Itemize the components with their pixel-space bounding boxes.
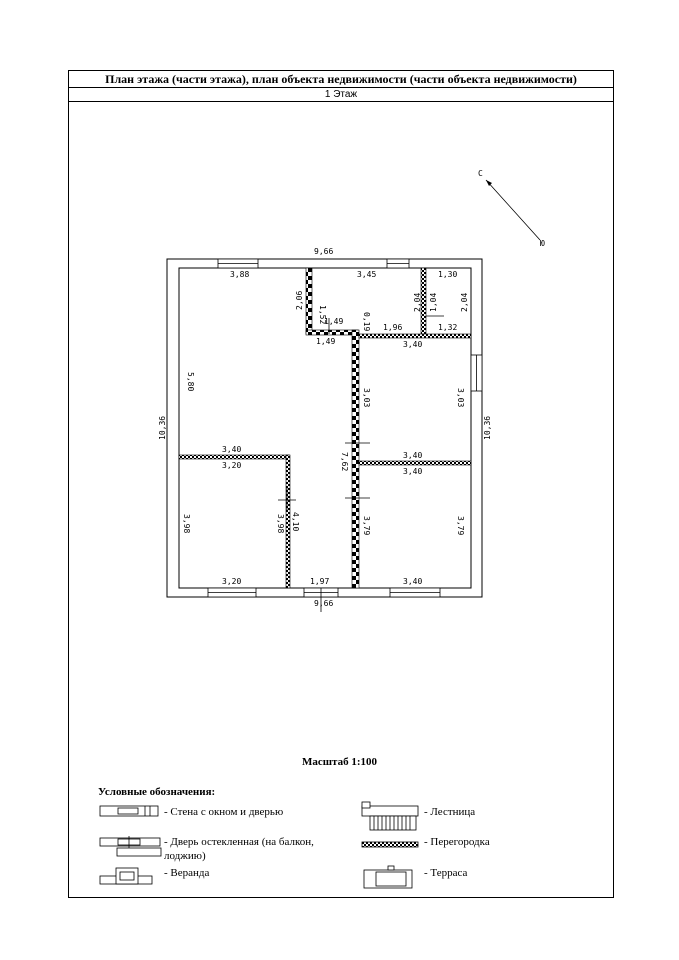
dim-right-total: 10,36 — [483, 415, 492, 440]
dim-r5-top: 3,20 — [222, 461, 242, 470]
compass-south: Ю — [540, 239, 545, 248]
legend-door-label-line1: - Дверь остекленная (на балкон, — [164, 836, 314, 848]
dim-r4-right: 3,03 — [456, 388, 465, 408]
dim-r3-left2: 1,04 — [429, 292, 438, 312]
dim-r2-bottom-outer: 1,49 — [316, 337, 336, 346]
terrace-symbol-icon — [364, 866, 412, 888]
legend-terrace-label: - Терраса — [424, 867, 468, 879]
dim-r4-bottom: 3,40 — [403, 451, 423, 460]
dim-r4-left: 3,03 — [362, 388, 371, 408]
dim-corr-top-small: 0,19 — [362, 312, 371, 332]
dim-r5-right: 3,98 — [276, 514, 285, 534]
partition-bath-bottom — [306, 330, 358, 335]
dim-r3-top: 1,30 — [438, 270, 458, 279]
partition-room5-right — [286, 455, 290, 588]
dim-r5-bottom: 3,20 — [222, 577, 242, 586]
partition-symbol-icon — [362, 842, 418, 847]
sheet-title: План этажа (части этажа), план объекта недвижимости (части объекта недвижимости) — [69, 71, 613, 88]
dim-corr-height: 7,62 — [340, 452, 349, 472]
legend-title: Условные обозначения: — [98, 786, 216, 798]
dim-r5-right2: 4,10 — [291, 512, 300, 532]
dim-r2-bottom: 1,49 — [324, 317, 344, 326]
dim-top-total: 9,66 — [314, 247, 334, 256]
dim-r3-bottom: 1,32 — [438, 323, 458, 332]
legend-veranda-label: - Веранда — [164, 867, 210, 879]
floor-label: 1 Этаж — [69, 88, 613, 102]
dim-r6-top: 3,40 — [403, 467, 423, 476]
compass-north: С — [478, 169, 483, 178]
dim-r2-left: 2,06 — [295, 290, 304, 310]
legend-stairs-label: - Лестница — [424, 806, 476, 818]
dim-corr-bottom: 1,97 — [310, 577, 330, 586]
dim-r6-left: 3,79 — [362, 516, 371, 536]
dim-r2-right: 1,52 — [318, 305, 327, 325]
partition-bath-left — [306, 268, 312, 334]
dimension-labels — [158, 247, 492, 608]
dim-r2-top: 3,45 — [357, 270, 377, 279]
dim-r1-top: 3,88 — [230, 270, 250, 279]
scale-label: Масштаб 1:100 — [301, 756, 377, 768]
legend-partition-label: - Перегородка — [424, 836, 490, 848]
windows — [208, 259, 482, 612]
partition-corridor-right — [352, 330, 359, 588]
partition-room4-bottom — [359, 461, 471, 465]
dim-left-total: 10,36 — [158, 415, 167, 440]
dim-r5-left: 3,98 — [182, 514, 191, 534]
partition-room1-bottom — [179, 455, 289, 459]
dim-r3-right: 2,04 — [460, 292, 469, 312]
veranda-symbol-icon — [100, 868, 152, 884]
dim-r3-left: 2,04 — [413, 292, 422, 312]
legend-door-label-line2: лоджию) — [164, 850, 206, 862]
dim-r6-bottom: 3,40 — [403, 577, 423, 586]
stairs-symbol-icon — [362, 802, 418, 830]
dim-r1-bottom: 3,40 — [222, 445, 242, 454]
dim-r1-left: 5,80 — [186, 372, 195, 392]
glazed-door-symbol-icon — [100, 836, 161, 856]
compass — [478, 169, 545, 248]
dim-corr-top: 1,96 — [383, 323, 403, 332]
partition-room4-top — [359, 334, 471, 338]
legend-wall-label: - Стена с окном и дверью — [164, 806, 284, 818]
dim-r4-top: 3,40 — [403, 340, 423, 349]
dim-bottom-total: 9,66 — [314, 599, 334, 608]
compass-arrow — [486, 180, 540, 240]
dim-r6-right: 3,79 — [456, 516, 465, 536]
wall-symbol-icon — [100, 806, 158, 816]
